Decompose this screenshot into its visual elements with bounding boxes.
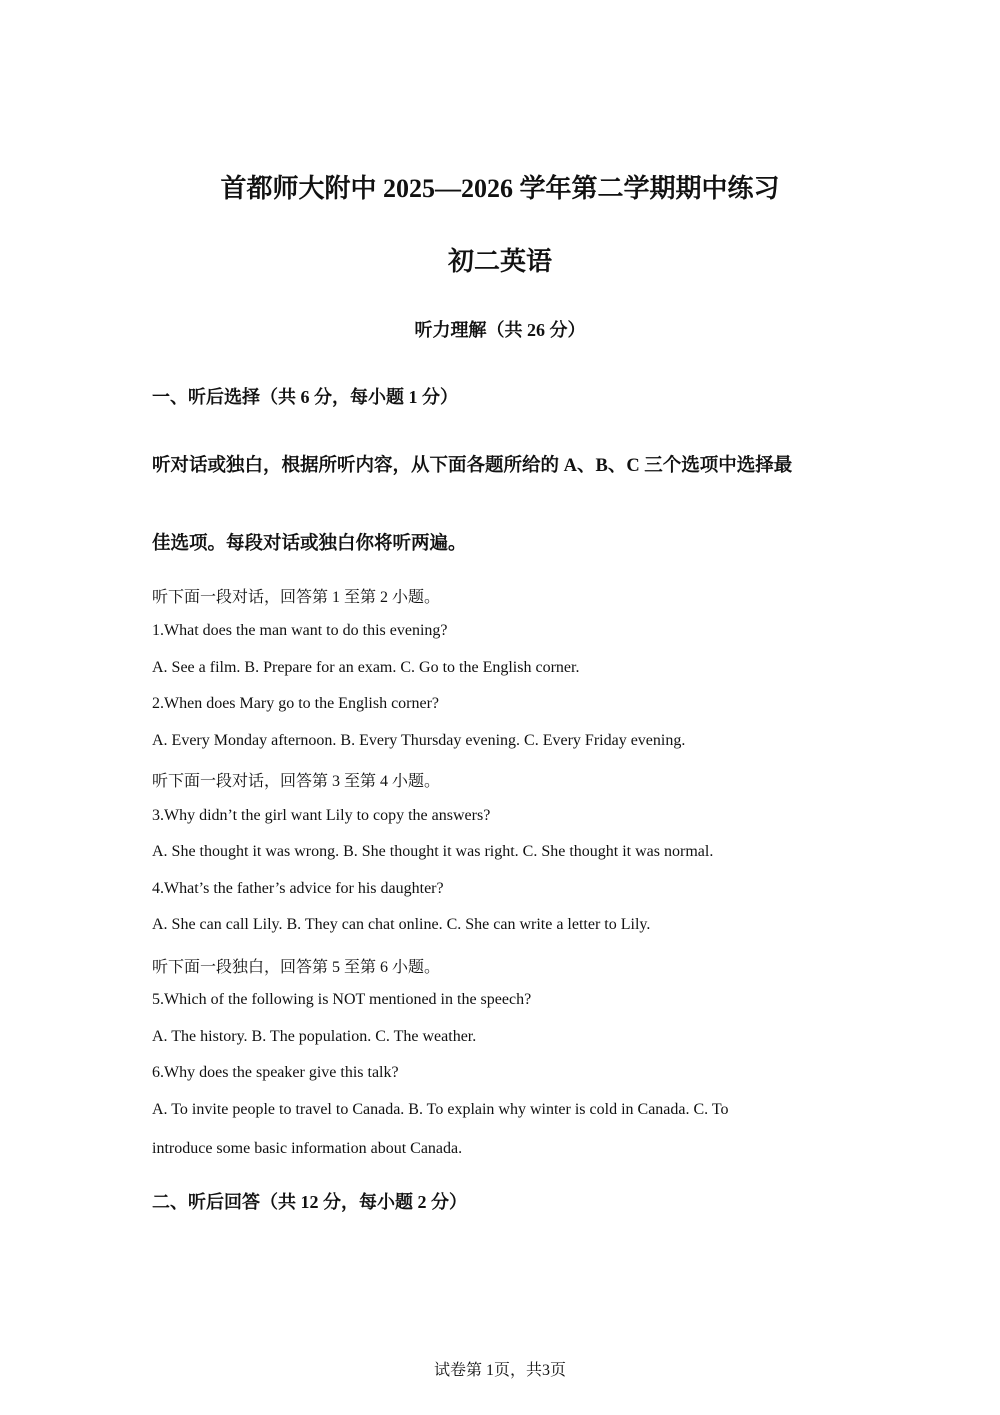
question-5: 5.Which of the following is NOT mentioned in the speech? xyxy=(152,991,532,1008)
dialogue-intro-1-2: 听下面一段对话，回答第 1 至第 2 小题。 xyxy=(152,589,441,606)
question-6: 6.Why does the speaker give this talk? xyxy=(152,1064,399,1081)
part-heading: 听力理解（共 26 分） xyxy=(414,320,586,340)
exam-title: 首都师大附中 2025—2026 学年第二学期期中练习 xyxy=(220,174,780,203)
options-6-line-2: introduce some basic information about Canada. xyxy=(152,1140,463,1157)
options-5: A. The history. B. The population. C. The weather. xyxy=(152,1028,477,1045)
question-1: 1.What does the man want to do this evening? xyxy=(152,622,448,639)
section-1-instruction-line-1: 听对话或独白，根据所听内容，从下面各题所给的 A、B、C 三个选项中选择最 xyxy=(152,456,793,476)
question-4: 4.What’s the father’s advice for his daughter? xyxy=(152,880,444,897)
page-footer: 试卷第 1页，共3页 xyxy=(433,1362,566,1379)
question-3: 3.Why didn’t the girl want Lily to copy the answers? xyxy=(152,807,491,824)
options-3: A. She thought it was wrong. B. She thought it was right. C. She thought it was normal. xyxy=(152,843,714,860)
options-6-line-1: A. To invite people to travel to Canada. B. To explain why winter is cold in Canada. C. To xyxy=(152,1101,729,1118)
dialogue-intro-3-4: 听下面一段对话，回答第 3 至第 4 小题。 xyxy=(152,773,441,790)
options-4: A. She can call Lily. B. They can chat online. C. She can write a letter to Lily. xyxy=(152,916,651,933)
section-1-instruction-line-2: 佳选项。每段对话或独白你将听两遍。 xyxy=(152,534,467,554)
monologue-intro-5-6: 听下面一段独白，回答第 5 至第 6 小题。 xyxy=(152,959,441,976)
options-2: A. Every Monday afternoon. B. Every Thursday evening. C. Every Friday evening. xyxy=(152,732,686,749)
question-2: 2.When does Mary go to the English corner? xyxy=(152,695,440,712)
options-1: A. See a film. B. Prepare for an exam. C. Go to the English corner. xyxy=(152,659,580,676)
section-2-heading: 二、听后回答（共 12 分，每小题 2 分） xyxy=(152,1192,467,1212)
subject-title: 初二英语 xyxy=(447,247,552,276)
section-1-heading: 一、听后选择（共 6 分，每小题 1 分） xyxy=(152,387,458,407)
